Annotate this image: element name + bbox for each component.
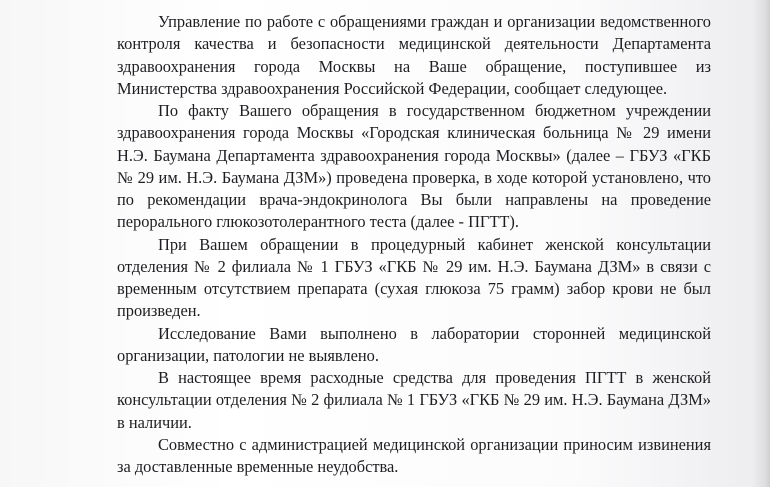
paragraph-procedure: При Вашем обращении в процедурный кабинет женской консультации отделения № 2 филиала № 1 ГБУЗ «ГКБ № 29 им. Н.Э. Баумана ДЗМ» в связи с временным отсутствием препарата (сухая глюкоза 75 грамм) забор крови не был произведен. xyxy=(117,234,711,321)
letter-body xyxy=(117,11,711,478)
paragraph-inspection: По факту Вашего обращения в государственном бюджетном учреждении здравоохранения города Москвы «Городская клиническая больница № 29 имени Н.Э. Баумана Департамента здравоохранения города Москвы» (далее – ГБУЗ «ГКБ № 29 им. Н.Э. Баумана ДЗМ») проведена проверка, в ходе которой установлено, что по рекомендации врача-эндокринолога Вы были направлены на проведение перорального глюкозотолерантного теста (далее - ПГТТ). xyxy=(117,101,711,232)
paragraph-apology: Совместно с администрацией медицинской организации приносим извинения за доставленные временные неудобства. xyxy=(117,434,711,476)
paragraph-intro: Управление по работе с обращениями граждан и организации ведомственного контроля качества и безопасности медицинской деятельности Департамента здравоохранения города Москвы на Ваше обращение, поступившее из Министерства здравоохранения Российской Федерации, сообщает следующее. xyxy=(117,12,711,98)
paragraph-supplies: В настоящее время расходные средства для проведения ПГТТ в женской консультации отделения № 2 филиала № 1 ГБУЗ «ГКБ № 29 им. Н.Э. Баумана ДЗМ» в наличии. xyxy=(117,368,711,432)
page-edge-shadow xyxy=(752,0,770,487)
paragraph-external-lab: Исследование Вами выполнено в лаборатории сторонней медицинской организации, патологии не выявлено. xyxy=(117,323,711,365)
